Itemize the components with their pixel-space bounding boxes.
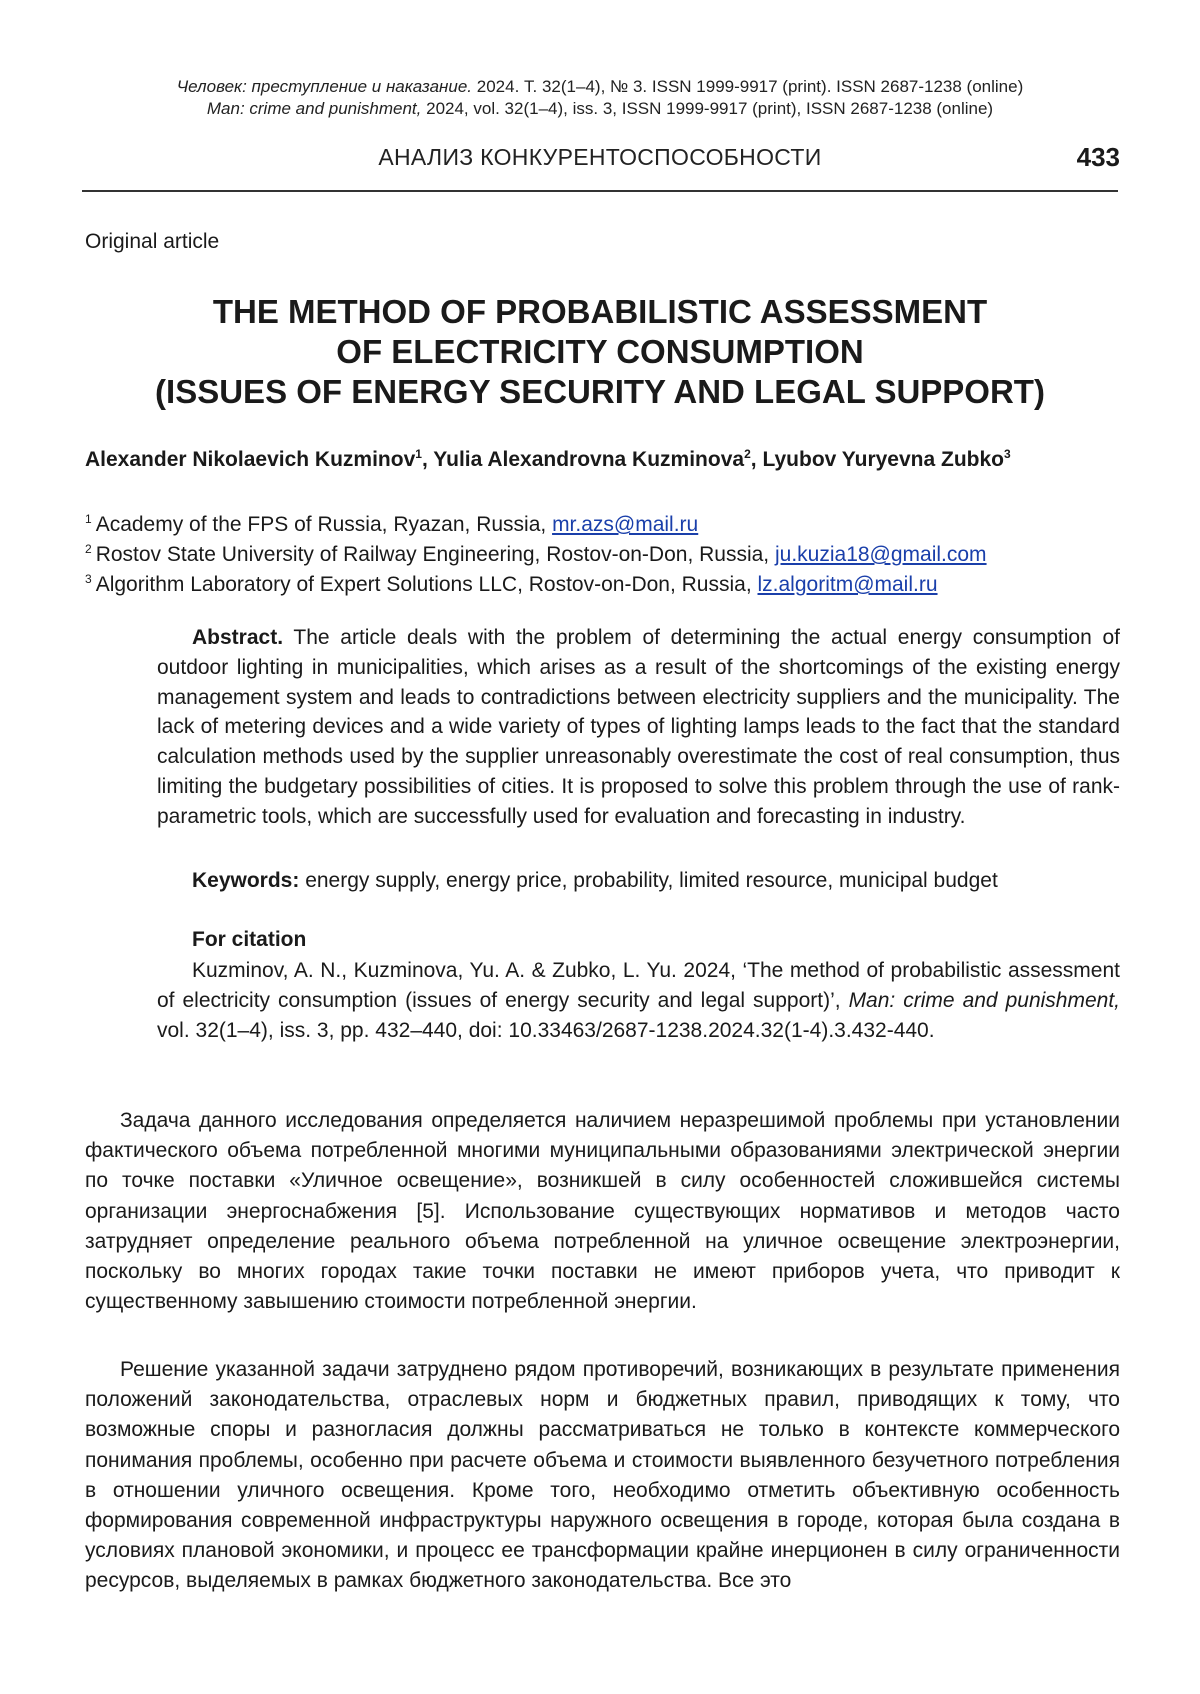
author-affiliation-mark: 1 <box>415 447 422 461</box>
keywords <box>157 866 1120 895</box>
article-type: Original article <box>85 230 220 253</box>
author-affiliation-mark: 2 <box>744 447 751 461</box>
affiliation-number: 1 <box>85 512 92 526</box>
article-title <box>80 292 1120 412</box>
body-paragraph-1: Задача данного исследования определяется наличием неразрешимой проблемы при установлении фактического объема потребленной многими муниципальными образованиями электрической энергии по точке поставки «Уличное освещение», возникшей в силу особенностей сложившейся системы организации энергоснабжения [5]. Использование существующих нормативов и методов часто затрудняет определение реального объема потребленной на уличное освещение электроэнергии, поскольку во многих городах такие точки поставки не имеют приборов учета, что приводит к существенному завышению стоимости потребленной энергии. <box>85 1109 1120 1314</box>
author-email-link[interactable]: mr.azs@mail.ru <box>552 513 699 536</box>
title-line-3: (ISSUES OF ENERGY SECURITY AND LEGAL SUPPORT) <box>155 373 1045 410</box>
citation-journal: Man: crime and punishment, <box>848 989 1120 1012</box>
author-name: Lyubov Yuryevna Zubko <box>762 448 1004 471</box>
body-paragraph-2: Решение указанной задачи затруднено рядом противоречий, возникающих в результате применения положений законодательства, отраслевых норм и бюджетных правил, приводящих к тому, что возможные споры и разногласия должны рассматриваться не только в контексте коммерческого понимания проблемы, особенно при расчете объема и стоимости выявленного безучетного потребления в отношении уличного освещения. Кроме того, необходимо отметить объективную особенность формирования современной инфраструктуры наружного освещения в городе, которая была создана в условиях плановой экономики, и процесс ее трансформации крайне инерционен в силу ограниченности ресурсов, выделяемых в рамках бюджетного законодательства. Все это <box>85 1358 1120 1593</box>
affiliation-number: 3 <box>85 572 92 586</box>
journal-line-en <box>80 98 1120 120</box>
abstract-label: Abstract. <box>192 626 284 649</box>
journal-details-en: 2024, vol. 32(1–4), iss. 3, ISSN 1999-9917 (print), ISSN 2687-1238 (online) <box>426 99 994 118</box>
journal-line-ru <box>80 76 1120 98</box>
affiliation-2 <box>85 535 1125 569</box>
journal-details-ru: 2024. Т. 32(1–4), № 3. ISSN 1999-9917 (print). ISSN 2687-1238 (online) <box>476 77 1024 96</box>
keywords-label: Keywords: <box>192 869 300 892</box>
affiliation-number: 2 <box>85 542 92 556</box>
affiliation-3 <box>85 565 1125 599</box>
header-divider <box>82 190 1118 192</box>
author-affiliation-mark: 3 <box>1004 447 1011 461</box>
title-line-1: THE METHOD OF PROBABILISTIC ASSESSMENT <box>212 293 988 330</box>
journal-title-en: Man: crime and punishment, <box>206 99 422 118</box>
affiliation-1 <box>85 505 1125 539</box>
running-head <box>80 144 1120 178</box>
abstract <box>157 623 1120 832</box>
affiliation-text: Academy of the FPS of Russia, Ryazan, Russia, <box>95 513 553 536</box>
abstract-text: The article deals with the problem of determining the actual energy consumption of outdoor lighting in municipalities, which arises as a result of the shortcomings of the existing energy management system and leads to contradictions between electricity suppliers and the municipality. The lack of metering devices and a wide variety of types of lighting lamps leads to the fact that the standard calculation methods used by the supplier unreasonably overestimate the cost of real consumption, thus limiting the budgetary possibilities of cities. It is proposed to solve this problem through the use of rank-parametric tools, which are successfully used for evaluation and forecasting in industry. <box>157 626 1120 828</box>
author-name: Yulia Alexandrovna Kuzminova <box>433 448 745 471</box>
journal-title-ru: Человек: преступление и наказание. <box>176 77 473 96</box>
citation-text: Kuzminov, A. N., Kuzminova, Yu. A. & Zubko, L. Yu. 2024, ‘The method of probabilistic assessment of electricity consumption (issues of energy security and legal support)’, <box>157 959 1120 1012</box>
author-email-link[interactable]: ju.kuzia18@gmail.com <box>774 543 987 566</box>
author-name: Alexander Nikolaevich Kuzminov <box>85 448 416 471</box>
title-line-2: OF ELECTRICITY CONSUMPTION <box>336 333 864 370</box>
affiliation-text: Rostov State University of Railway Engineering, Rostov-on-Don, Russia, <box>95 543 775 566</box>
section-title: АНАЛИЗ КОНКУРЕНТОСПОСОБНОСТИ <box>378 144 822 170</box>
author-list: Alexander Nikolaevich Kuzminov$^1$, Yulia Alexandrovna Kuzminova$^2$, Lyubov Yuryevna Zubko$^3$ <box>85 447 1011 471</box>
citation <box>157 956 1120 1046</box>
keywords-text: energy supply, energy price, probability, limited resource, municipal budget <box>305 869 998 892</box>
page-number: 433 <box>1076 142 1120 172</box>
author-email-link[interactable]: lz.algoritm@mail.ru <box>757 573 938 596</box>
citation-details: vol. 32(1–4), iss. 3, pp. 432–440, doi: 10.33463/2687-1238.2024.32(1-4).3.432-440. <box>157 1019 935 1042</box>
affiliation-text: Algorithm Laboratory of Expert Solutions LLC, Rostov-on-Don, Russia, <box>95 573 758 596</box>
citation-heading: For citation <box>192 928 307 951</box>
